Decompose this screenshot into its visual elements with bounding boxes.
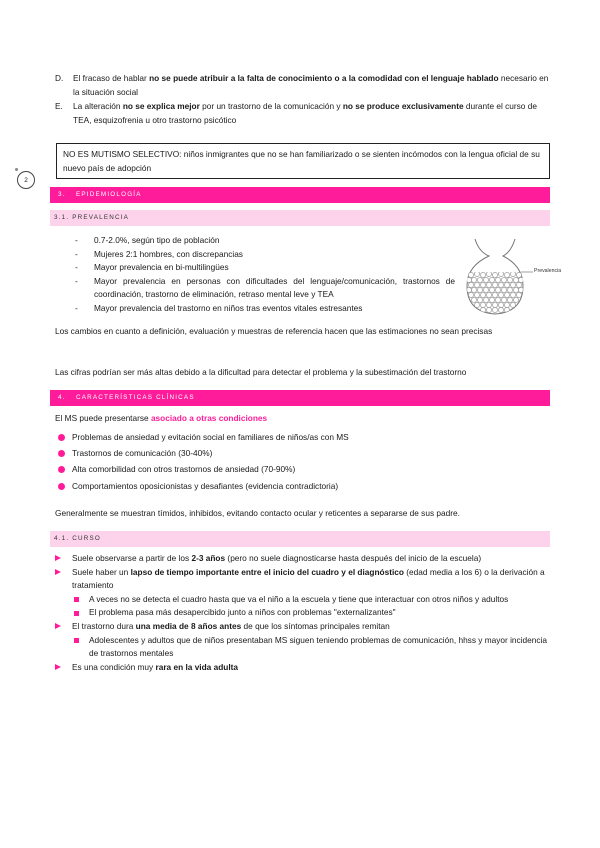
list-item: - 0.7-2.0%, según tipo de población [75, 235, 220, 245]
triangle-bullet-icon [55, 664, 61, 670]
page-number: 2 [17, 171, 35, 189]
triangle-bullet-icon [55, 555, 61, 561]
list-item: Alta comorbilidad con otros trastornos de ansiedad (70-90%) [58, 463, 548, 477]
criterion-text: La alteración no se explica mejor por un trastorno de la comunicación y no se produce exclusivamente durante el curso de TEA, esquizofrenia u otro trastorno psicótico [73, 101, 537, 125]
list-item: - Mayor prevalencia del trastorno en niños tras eventos vitales estresantes [75, 302, 363, 313]
criterion-letter: E. [55, 101, 63, 112]
criteria-list [55, 72, 555, 128]
list-item: Suele haber un lapso de tiempo importante entre el inicio del cuadro y el diagnóstico (edad media a los 6) o la derivación a tratamiento [55, 566, 550, 593]
list-item: - Mayor prevalencia en personas con dificultades del lenguaje/comunicación, trastornos de coordinación, trastorno de eliminación, retraso mental leve y TEA [75, 275, 455, 300]
paragraph: Las cifras podrían ser más altas debido a la dificultad para detectar el problema y la subestimación del trastorno [55, 367, 467, 377]
square-bullet-icon [74, 611, 79, 616]
subsection-heading-prevalencia: 3.1. PREVALENCIA [50, 210, 550, 226]
sub-list-item: A veces no se detecta el cuadro hasta que va el niño a la escuela y tiene que interactuar con otros niños y adultos [55, 593, 550, 607]
page-marker-dot [15, 168, 18, 171]
criterion-letter: D. [55, 73, 64, 83]
section-heading-caracteristicas: 4. CARACTERÍSTICAS CLÍNICAS [50, 390, 550, 406]
intro-paragraph: El MS puede presentarse asociado a otras condiciones [55, 413, 268, 423]
criterion-d [55, 72, 555, 99]
subsection-heading-curso: 4.1. CURSO [50, 531, 550, 547]
bullet-icon [58, 483, 65, 490]
paragraph: Generalmente se muestran tímidos, inhibidos, evitando contacto ocular y reticentes a separarse de sus padre. [55, 508, 460, 518]
criterion-text: El fracaso de hablar no se puede atribuir a la falta de conocimiento o a la comodidad con el lenguaje hablado necesario en la situación social [73, 73, 549, 97]
note-box: NO ES MUTISMO SELECTIVO: niños inmigrantes que no se han familiarizado o se sienten incómodos con la lengua oficial de su nuevo país de adopción [56, 143, 550, 179]
list-item: Suele observarse a partir de los 2-3 años (pero no suele diagnosticarse hasta después del inicio de la escuela) [55, 552, 550, 566]
square-bullet-icon [74, 638, 79, 643]
triangle-bullet-icon [55, 569, 61, 575]
list-item: Trastornos de comunicación (30-40%) [58, 447, 548, 461]
figure-label: Prevalencia [534, 268, 562, 274]
list-item: - Mayor prevalencia en bi-multilingües [75, 262, 229, 273]
sub-list-item: Adolescentes y adultos que de niños presentaban MS siguen teniendo problemas de comunicación, hhss y mayor incidencia de trastornos mentales [55, 634, 550, 661]
triangle-bullet-icon [55, 623, 61, 629]
square-bullet-icon [74, 597, 79, 602]
list-item: El trastorno dura una media de 8 años antes de que los síntomas principales remitan [55, 620, 550, 634]
flask-illustration [465, 238, 565, 318]
curso-list [55, 552, 550, 674]
condiciones-list [58, 431, 548, 496]
bullet-icon [58, 450, 65, 457]
bullet-icon [58, 434, 65, 441]
list-item: Comportamientos oposicionistas y desafiantes (evidencia contradictoria) [58, 480, 548, 494]
section-heading-epidemiologia: 3. EPIDEMIOLOGÍA [50, 187, 550, 203]
list-item: Problemas de ansiedad y evitación social en familiares de niños/as con MS [58, 431, 548, 445]
list-item: Es una condición muy rara en la vida adulta [55, 661, 550, 675]
bullet-icon [58, 466, 65, 473]
paragraph: Los cambios en cuanto a definición, evaluación y muestras de referencia hacen que las estimaciones no sean precisas [55, 326, 493, 336]
prevalencia-list [75, 234, 455, 316]
list-item: - Mujeres 2:1 hombres, con discrepancias [75, 248, 243, 259]
sub-list-item: El problema pasa más desapercibido junto a niños con problemas "externalizantes" [55, 606, 550, 620]
criterion-e [55, 100, 555, 127]
